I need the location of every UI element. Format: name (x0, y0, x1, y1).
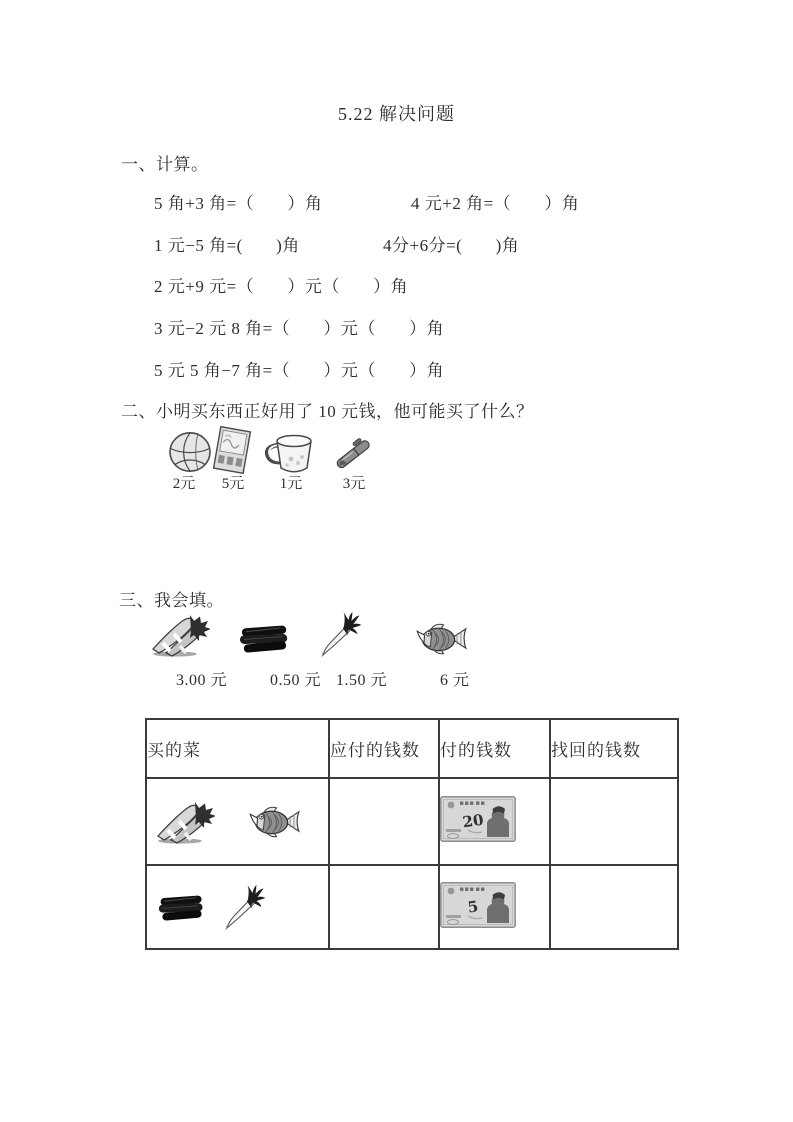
row2-change-cell (550, 865, 678, 949)
eggplant-icon (238, 623, 292, 654)
price-label-fish: 6 元 (440, 672, 470, 689)
row2-paid-cell (439, 865, 550, 949)
table-header-row (146, 719, 678, 778)
cup-icon (265, 432, 323, 476)
row1-paid-cell (439, 778, 550, 865)
basketball-icon (168, 431, 212, 473)
page-title: 5.22 解决问题 (338, 104, 455, 124)
header-amount-payable: 应付的钱数 (329, 719, 439, 778)
price-label-scallion: 1.50 元 (336, 672, 388, 689)
row2-items-cell (146, 865, 329, 949)
fish-icon (248, 804, 301, 839)
price-label-basketball: 2元 (172, 476, 196, 492)
section-one-heading: 一、计算。 (121, 155, 209, 174)
table-row (146, 778, 678, 865)
eggplant-icon (157, 893, 207, 922)
fill-in-table (145, 718, 679, 950)
problem-5: 5 元 5 角−7 角=（ ）元（ ）角 (154, 361, 445, 380)
problem-3: 2 元+9 元=（ ）元（ ）角 (154, 277, 409, 296)
table-row (146, 865, 678, 949)
problem-4: 3 元−2 元 8 角=（ ）元（ ）角 (154, 319, 445, 338)
header-vegetables-bought: 买的菜 (146, 719, 329, 778)
scallion-icon (321, 611, 363, 657)
shop-item-cup (265, 432, 323, 476)
book-icon (210, 424, 254, 476)
price-label-pen: 3元 (342, 476, 366, 492)
row2-payable-cell (329, 865, 439, 949)
fish-icon (415, 621, 468, 656)
carrot-icon (150, 613, 210, 657)
row1-change-cell (550, 778, 678, 865)
problem-1a: 5 角+3 角=（ ）角 (154, 194, 323, 213)
banknote-denomination: 5 (466, 896, 480, 917)
banknote-denomination: 20 (461, 810, 485, 832)
problem-2a: 1 元−5 角=( )角 (154, 236, 300, 255)
problem-1b: 4 元+2 角=（ ）角 (411, 194, 580, 213)
price-label-cup: 1元 (279, 476, 303, 492)
pen-icon (330, 434, 376, 474)
scallion-icon (225, 884, 267, 930)
carrot-icon (155, 800, 215, 844)
row1-payable-cell (329, 778, 439, 865)
header-amount-paid: 付的钱数 (439, 719, 550, 778)
price-label-eggplant: 0.50 元 (270, 672, 322, 689)
banknote-icon (440, 796, 516, 842)
section-two-heading: 二、小明买东西正好用了 10 元钱，他可能买了什么？ (121, 402, 534, 421)
problem-2b: 4分+6分=( )角 (383, 236, 520, 255)
shop-item-pen (330, 434, 376, 474)
price-label-carrot: 3.00 元 (176, 672, 228, 689)
shop-item-book (210, 424, 254, 476)
price-label-book: 5元 (221, 476, 245, 492)
section-three-heading: 三、我会填。 (119, 591, 224, 610)
row1-items-cell (146, 778, 329, 865)
banknote-icon (440, 882, 516, 928)
shop-item-basketball (168, 431, 212, 473)
header-change-returned: 找回的钱数 (550, 719, 678, 778)
